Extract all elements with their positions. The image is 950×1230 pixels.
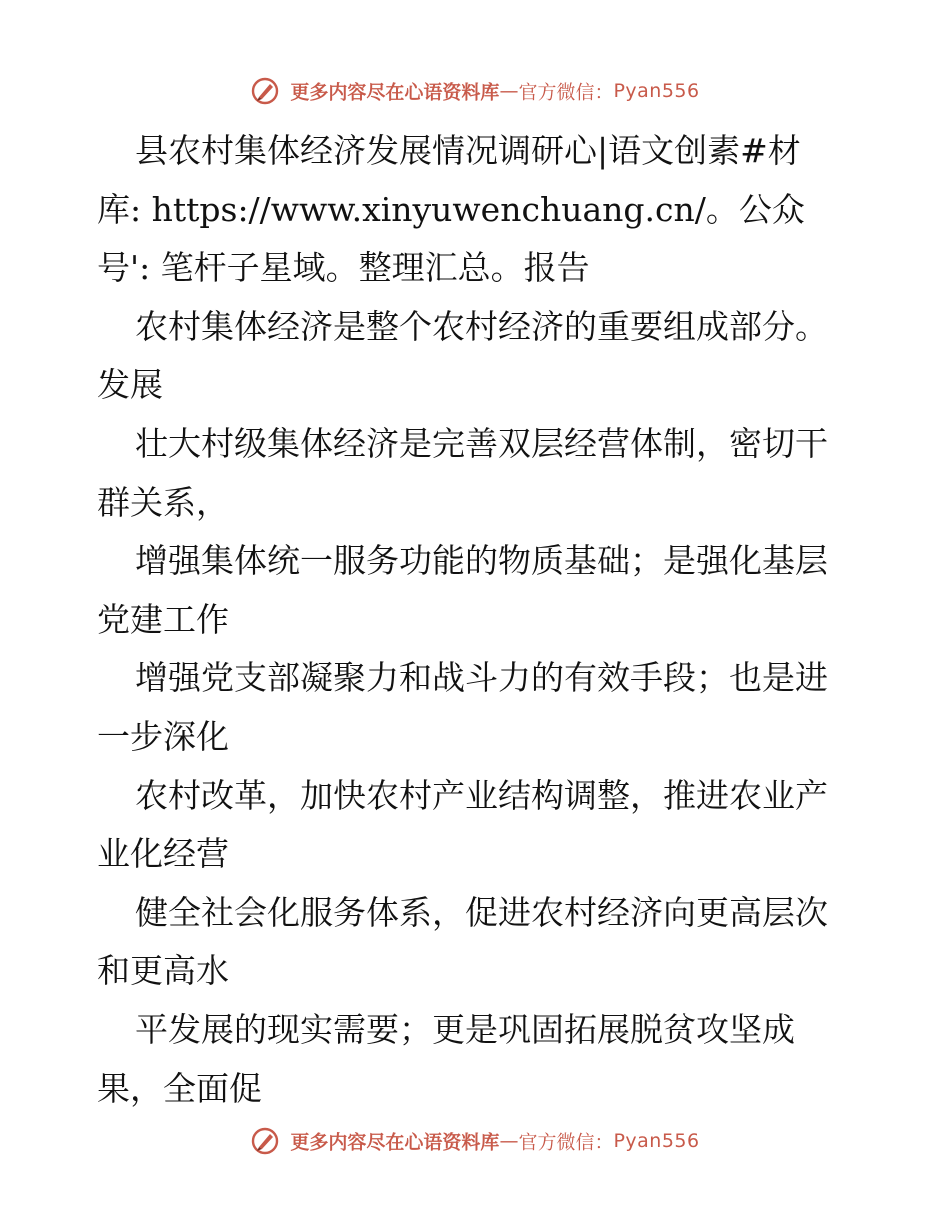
footer-watermark bbox=[0, 1126, 950, 1156]
watermark-wechat-id: Pyan556 bbox=[613, 80, 700, 102]
text-line-15: 和更高水 bbox=[97, 951, 229, 991]
watermark-wechat-id: Pyan556 bbox=[613, 1130, 700, 1152]
text-line-16: 平发展的现实需要；更是巩固拓展脱贫攻坚成 bbox=[135, 1009, 795, 1049]
pen-logo-icon bbox=[250, 1126, 280, 1156]
text-line-12: 农村改革，加快农村产业结构调整，推进农业产 bbox=[135, 775, 828, 815]
watermark-dash: — bbox=[499, 80, 519, 102]
watermark-label: 官方微信： bbox=[518, 1131, 614, 1154]
text-line-4: 农村集体经济是整个农村经济的重要组成部分。 bbox=[135, 306, 828, 346]
watermark-dash: — bbox=[499, 1130, 519, 1152]
pen-logo-icon bbox=[250, 76, 280, 106]
text-line-9: 党建工作 bbox=[97, 599, 229, 639]
watermark-brand: 更多内容尽在心语资料库 bbox=[290, 81, 500, 104]
text-line-1: 县农村集体经济发展情况调研心|语文创素#材 bbox=[135, 131, 801, 170]
watermark-label: 官方微信： bbox=[518, 81, 614, 104]
text-line-10: 增强党支部凝聚力和战斗力的有效手段；也是进 bbox=[135, 658, 828, 698]
watermark-brand: 更多内容尽在心语资料库 bbox=[290, 1131, 500, 1154]
document-body bbox=[97, 122, 857, 1118]
text-line-7: 群关系， bbox=[97, 482, 229, 522]
text-line-13: 业化经营 bbox=[97, 834, 229, 874]
header-watermark bbox=[0, 76, 950, 106]
text-line-8: 增强集体统一服务功能的物质基础；是强化基层 bbox=[135, 541, 828, 581]
text-line-5: 发展 bbox=[97, 365, 163, 405]
text-line-6: 壮大村级集体经济是完善双层经营体制，密切干 bbox=[135, 423, 828, 463]
text-line-11: 一步深化 bbox=[97, 716, 229, 756]
text-line-3: 号': 笔杆子星域。整理汇总。报告 bbox=[97, 248, 590, 288]
text-line-14: 健全社会化服务体系，促进农村经济向更高层次 bbox=[135, 892, 828, 932]
text-line-17: 果，全面促 bbox=[97, 1068, 262, 1108]
text-line-2: 库: https://www.xinyuwenchuang.cn/。公众 bbox=[97, 189, 805, 229]
